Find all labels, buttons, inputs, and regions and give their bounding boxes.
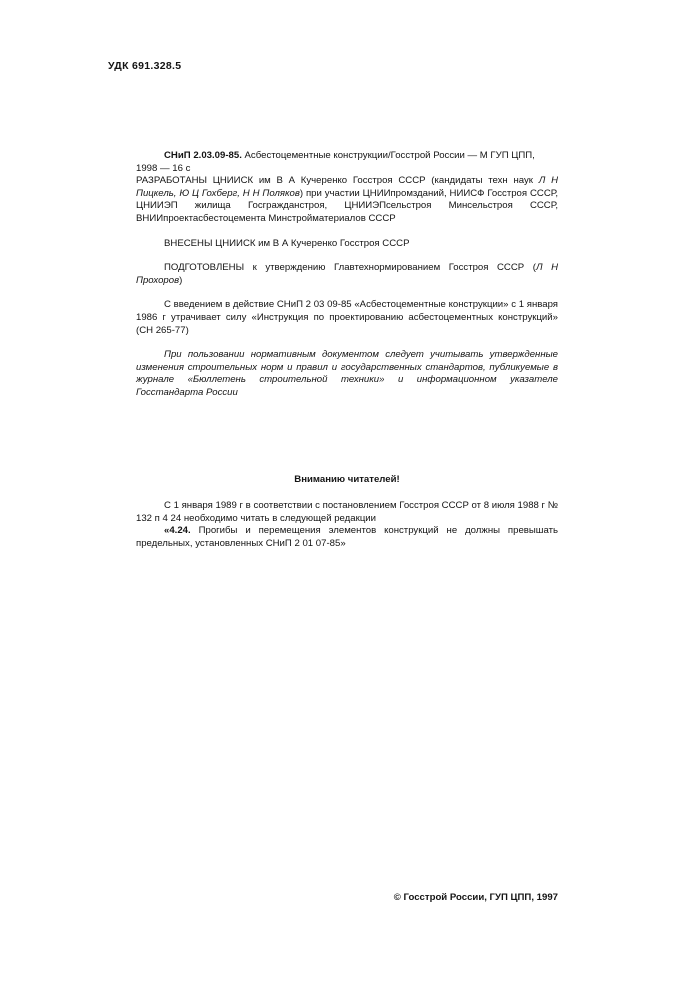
prepared-author: Л Н Прохоров (136, 262, 558, 286)
developed-label: РАЗРАБОТАНЫ ЦНИИСК им В А Кучеренко Госстроя СССР (кандидаты техн наук (136, 175, 533, 187)
bibliographic-block (136, 150, 558, 400)
notice-quote (136, 525, 558, 550)
copyright-line: © Госстрой России, ГУП ЦПП, 1997 (393, 892, 558, 903)
developed-authors: Л Н Пицкель, Ю Ц Гохберг, Н Н Поляков (136, 175, 558, 199)
notice-title: Вниманию читателей! (294, 474, 400, 485)
prepared-lead: ПОДГОТОВЛЕНЫ к утверждению Главтехнормированием Госстроя СССР ( (164, 262, 536, 274)
introduced-paragraph: ВНЕСЕНЫ ЦНИИСК им В А Кучеренко Госстроя СССР (164, 237, 410, 249)
notice-body: С 1 января 1989 г в соответствии с постановлением Госстроя СССР от 8 июля 1988 г № 132 п 4 24 необходимо читать в следующей редакции (136, 500, 558, 524)
notice-block (136, 500, 558, 550)
year-pages: 1998 — 16 с (136, 162, 191, 174)
prepared-paragraph (136, 262, 558, 287)
document-title: Асбестоцементные конструкции/Госстрой России — М ГУП ЦПП, (244, 150, 535, 161)
notice-quote-text: Прогибы и перемещения элементов конструкций не должны превышать предельных, установленных СНиП 2 01 07-85» (136, 525, 558, 549)
document-code: СНиП 2.03.09-85. (164, 150, 242, 161)
biblio-title-paragraph (136, 150, 558, 226)
udk-code: УДК 691.328.5 (108, 60, 182, 72)
prepared-tail: ) (179, 274, 183, 286)
enactment-paragraph: С введением в действие СНиП 2 03 09-85 «Асбестоцементные конструкции» с 1 января 1986 г утрачивает силу «Инструкция по проектированию асбестоцементных конструкций» (СН 265-77) (136, 299, 558, 336)
notice-quote-number: «4.24. (164, 525, 191, 537)
usage-note-paragraph: При пользовании нормативным документом следует учитывать утвержденные изменения строительных норм и правил и государственных стандартов, публикуемые в журнале «Бюллетень строительной техники» и информационном указателе Госстандарта России (136, 349, 558, 398)
developed-rest: ) при участии ЦНИИпромзданий, НИИСФ Госстроя СССР, ЦНИИЭП жилища Госгражданстроя, ЦНИИЭПсельстроя Минсельстроя СССР, ВНИИпроектасбестоцемента Минстройматериалов СССР (136, 187, 558, 224)
